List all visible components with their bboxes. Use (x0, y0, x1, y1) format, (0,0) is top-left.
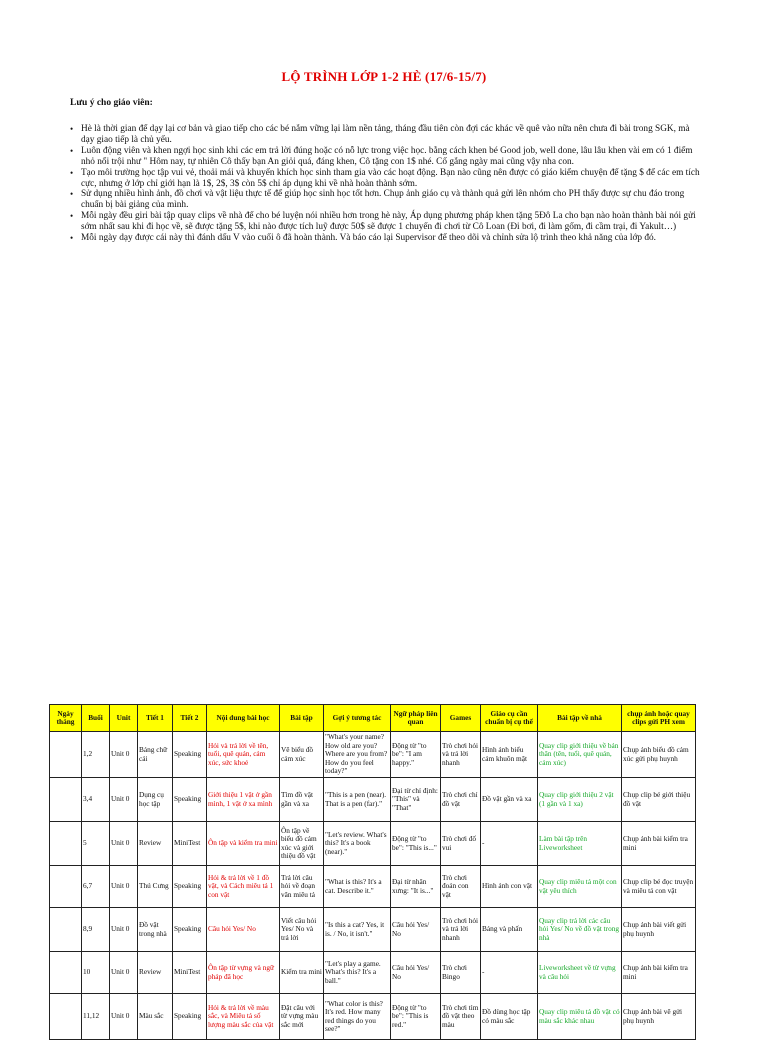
cell-content: Hỏi và trả lời về tên, tuổi, quê quán, cảm xúc, sức khoẻ (207, 732, 280, 778)
table-header-row (50, 705, 696, 732)
cell-grammar: Đại từ nhân xưng: "It is..." (391, 866, 441, 908)
note-item: • Mỗi ngày đều giri bài tập quay clips về nhà để cho bé luyện nói nhiều hơn trong hè này, Áp dụng phương pháp khen tặng 5Đô La cho bạn nào hoàn thành bài nói gửi sớm nhất sau khi đi học về, sẽ được tặng 5$, khi nào được tích luỹ được 50$ sẽ được 1 chuyến đi chơi từ Cô Loan (Đi bơi, đi làm gốm, đi cầm trại, đi Yakult…) (70, 211, 702, 233)
col-header-grammar: Ngữ pháp liên quan (391, 705, 441, 732)
col-header-materials: Giáo cụ cần chuẩn bị cụ thể (481, 705, 538, 732)
note-item: • Hè là thời gian để dạy lại cơ bản và giao tiếp cho các bé nắm vững lại làm nền tảng, tháng đầu tiên còn đợi các khác về quê vào nữa nên chưa đi bài trong SGK, mà dạy giao tiếp là chủ yếu. (70, 124, 702, 146)
cell-date (50, 994, 82, 1040)
cell-games: Trò chơi đố vui (441, 822, 481, 866)
cell-period1: Màu sắc (138, 994, 173, 1040)
col-header-interaction: Gợi ý tương tác (324, 705, 391, 732)
cell-unit: Unit 0 (110, 778, 138, 822)
cell-photo: Chụp ảnh bài vẽ gửi phụ huynh (622, 994, 696, 1040)
cell-content: Hỏi & trả lời về màu sắc, và Miêu tả số lượng màu sắc của vật (207, 994, 280, 1040)
cell-exercise: Kiểm tra mini (280, 952, 324, 994)
cell-homework: Quay clip giới thiệu về bản thân (tên, tuổi, quê quán, cảm xúc) (538, 732, 622, 778)
cell-period2: Speaking (173, 994, 207, 1040)
cell-photo: Chụp ảnh bài kiểm tra mini (622, 952, 696, 994)
col-header-games: Games (441, 705, 481, 732)
cell-unit: Unit 0 (110, 822, 138, 866)
cell-materials: - (481, 952, 538, 994)
cell-games: Trò chơi tìm đồ vật theo màu (441, 994, 481, 1040)
cell-date (50, 822, 82, 866)
cell-materials: - (481, 822, 538, 866)
cell-session: 6,7 (82, 866, 110, 908)
table-row (50, 908, 696, 952)
cell-exercise: Đặt câu với từ vựng màu sắc mới (280, 994, 324, 1040)
teacher-notes-list (70, 124, 702, 244)
cell-photo: Chụp ảnh biểu đồ cảm xúc gửi phụ huynh (622, 732, 696, 778)
col-header-session: Buổi (82, 705, 110, 732)
col-header-content: Nội dung bài học (207, 705, 280, 732)
cell-unit: Unit 0 (110, 866, 138, 908)
cell-photo: Chụp ảnh bài kiểm tra mini (622, 822, 696, 866)
cell-period1: Bảng chữ cái (138, 732, 173, 778)
cell-session: 10 (82, 952, 110, 994)
lesson-plan-table (49, 704, 696, 1040)
cell-interaction: "Let's play a game. What's this? It's a ball." (324, 952, 391, 994)
cell-period2: Speaking (173, 908, 207, 952)
cell-unit: Unit 0 (110, 994, 138, 1040)
cell-interaction: "What's your name? How old are you? Where are you from? How do you feel today?" (324, 732, 391, 778)
cell-exercise: Ôn tập về biểu đồ cảm xúc và giới thiệu đồ vật (280, 822, 324, 866)
cell-exercise: Viết câu hỏi Yes/ No và trả lời (280, 908, 324, 952)
cell-grammar: Đại từ chỉ định: "This" và "That" (391, 778, 441, 822)
cell-date (50, 866, 82, 908)
cell-interaction: "Is this a cat? Yes, it is. / No, it isn't." (324, 908, 391, 952)
cell-date (50, 778, 82, 822)
cell-period1: Dụng cụ học tập (138, 778, 173, 822)
col-header-photo: chụp ảnh hoặc quay clips gửi PH xem (622, 705, 696, 732)
cell-unit: Unit 0 (110, 908, 138, 952)
table-row (50, 866, 696, 908)
cell-materials: Bảng và phấn (481, 908, 538, 952)
cell-materials: Hình ảnh biểu cảm khuôn mặt (481, 732, 538, 778)
cell-homework: Quay clip trả lời các câu hỏi Yes/ No về đồ vật trong nhà (538, 908, 622, 952)
page-title: LỘ TRÌNH LỚP 1-2 HÈ (17/6-15/7) (281, 69, 487, 84)
cell-session: 11,12 (82, 994, 110, 1040)
cell-exercise: Trả lời câu hỏi về đoạn văn miêu tả (280, 866, 324, 908)
table-row (50, 778, 696, 822)
cell-period2: MiniTest (173, 952, 207, 994)
cell-period2: Speaking (173, 732, 207, 778)
col-header-period2: Tiết 2 (173, 705, 207, 732)
cell-content: Giới thiệu 1 vật ở gần mình, 1 vật ở xa mình (207, 778, 280, 822)
table-row (50, 822, 696, 866)
cell-period1: Đồ vật trong nhà (138, 908, 173, 952)
cell-grammar: Động từ "to be": "I am happy." (391, 732, 441, 778)
cell-materials: Hình ảnh con vật (481, 866, 538, 908)
cell-materials: Đồ vật gần và xa (481, 778, 538, 822)
cell-photo: Chụp clip bé đọc truyện và miêu tả con vật (622, 866, 696, 908)
col-header-exercise: Bài tập (280, 705, 324, 732)
cell-homework: Quay clip miêu tả đồ vật có màu sắc khác nhau (538, 994, 622, 1040)
cell-session: 1,2 (82, 732, 110, 778)
cell-games: Trò chơi hỏi và trả lời nhanh (441, 732, 481, 778)
cell-homework: Liveworksheet về từ vựng và câu hỏi (538, 952, 622, 994)
cell-games: Trò chơi chỉ đồ vật (441, 778, 481, 822)
cell-period1: Thú Cưng (138, 866, 173, 908)
cell-date (50, 908, 82, 952)
notes-heading: Lưu ý cho giáo viên: (70, 98, 153, 108)
cell-homework: Làm bài tập trên Liveworksheet (538, 822, 622, 866)
cell-grammar: Động từ "to be": "This is red." (391, 994, 441, 1040)
cell-content: Ôn tập từ vựng và ngữ pháp đã học (207, 952, 280, 994)
cell-period1: Review (138, 822, 173, 866)
cell-period2: MiniTest (173, 822, 207, 866)
cell-interaction: "Let's review. What's this? It's a book (near)." (324, 822, 391, 866)
cell-unit: Unit 0 (110, 732, 138, 778)
table-row (50, 732, 696, 778)
cell-interaction: "What is this? It's a cat. Describe it." (324, 866, 391, 908)
col-header-period1: Tiết 1 (138, 705, 173, 732)
cell-grammar: Câu hỏi Yes/ No (391, 908, 441, 952)
cell-photo: Chụp clip bé giới thiệu đồ vật (622, 778, 696, 822)
cell-date (50, 952, 82, 994)
cell-content: Câu hỏi Yes/ No (207, 908, 280, 952)
note-item: • Tạo môi trường học tập vui vẻ, thoải mái và khuyến khích học sinh tham gia vào các hoạt động. Bạn nào cũng nên được có giáo kiểm chuyện để tặng $ để các em tích cực, nhưng ở lớp chỉ giới hạn là 1$, 2$, 3$ còn 5$ chỉ áp dụng khi về nhà hoàn thành sớm. (70, 168, 702, 190)
note-item: • Mỗi ngày dạy được cái này thì đánh dấu V vào cuối ô đã hoàn thành. Và báo cáo lại Supervisor để theo dõi và chỉnh sửa lộ trình theo khả năng của lớp đó. (70, 233, 702, 244)
cell-content: Hỏi & trả lời về 1 đồ vật, và Cách miêu tả 1 con vật (207, 866, 280, 908)
cell-unit: Unit 0 (110, 952, 138, 994)
cell-content: Ôn tập và kiểm tra mini (207, 822, 280, 866)
note-item: • Luôn động viên và khen ngợi học sinh khi các em trả lời đúng hoặc có nỗ lực trong việc học. bằng cách khen bé Good job, well done, lâu lâu khen vài em có 1 điểm nhỏ nổi trội như " Hôm nay, tự nhiên Cô thấy bạn An giỏi quá, đáng khen, Cô tặng con 1$ nhé. Cố gắng ngày mai cũng vậy nha con. (70, 146, 702, 168)
cell-games: Trò chơi Bingo (441, 952, 481, 994)
note-item: • Sử dụng nhiều hình ảnh, đồ chơi và vật liệu thực tế để giúp học sinh học tốt hơn. Chụp ảnh giáo cụ và thành quả gửi lên nhóm cho PH thấy được sự chu đáo trong chuẩn bị bài giảng của mình. (70, 189, 702, 211)
cell-games: Trò chơi hỏi và trả lời nhanh (441, 908, 481, 952)
cell-session: 3,4 (82, 778, 110, 822)
cell-exercise: Vẽ biểu đồ cảm xúc (280, 732, 324, 778)
cell-grammar: Câu hỏi Yes/ No (391, 952, 441, 994)
cell-session: 8,9 (82, 908, 110, 952)
table-row (50, 952, 696, 994)
cell-grammar: Động từ "to be": "This is..." (391, 822, 441, 866)
cell-session: 5 (82, 822, 110, 866)
cell-period1: Review (138, 952, 173, 994)
col-header-unit: Unit (110, 705, 138, 732)
cell-exercise: Tìm đồ vật gần và xa (280, 778, 324, 822)
cell-materials: Đồ dùng học tập có màu sắc (481, 994, 538, 1040)
cell-games: Trò chơi đoán con vật (441, 866, 481, 908)
cell-date (50, 732, 82, 778)
col-header-homework: Bài tập về nhà (538, 705, 622, 732)
cell-interaction: "This is a pen (near). That is a pen (far)." (324, 778, 391, 822)
cell-homework: Quay clip miêu tả một con vật yêu thích (538, 866, 622, 908)
cell-period2: Speaking (173, 778, 207, 822)
cell-period2: Speaking (173, 866, 207, 908)
table-row (50, 994, 696, 1040)
cell-homework: Quay clip giới thiệu 2 vật (1 gần và 1 xa) (538, 778, 622, 822)
cell-interaction: "What color is this? It's red. How many red things do you see?" (324, 994, 391, 1040)
col-header-date: Ngày tháng (50, 705, 82, 732)
cell-photo: Chụp ảnh bài viết gửi phụ huynh (622, 908, 696, 952)
